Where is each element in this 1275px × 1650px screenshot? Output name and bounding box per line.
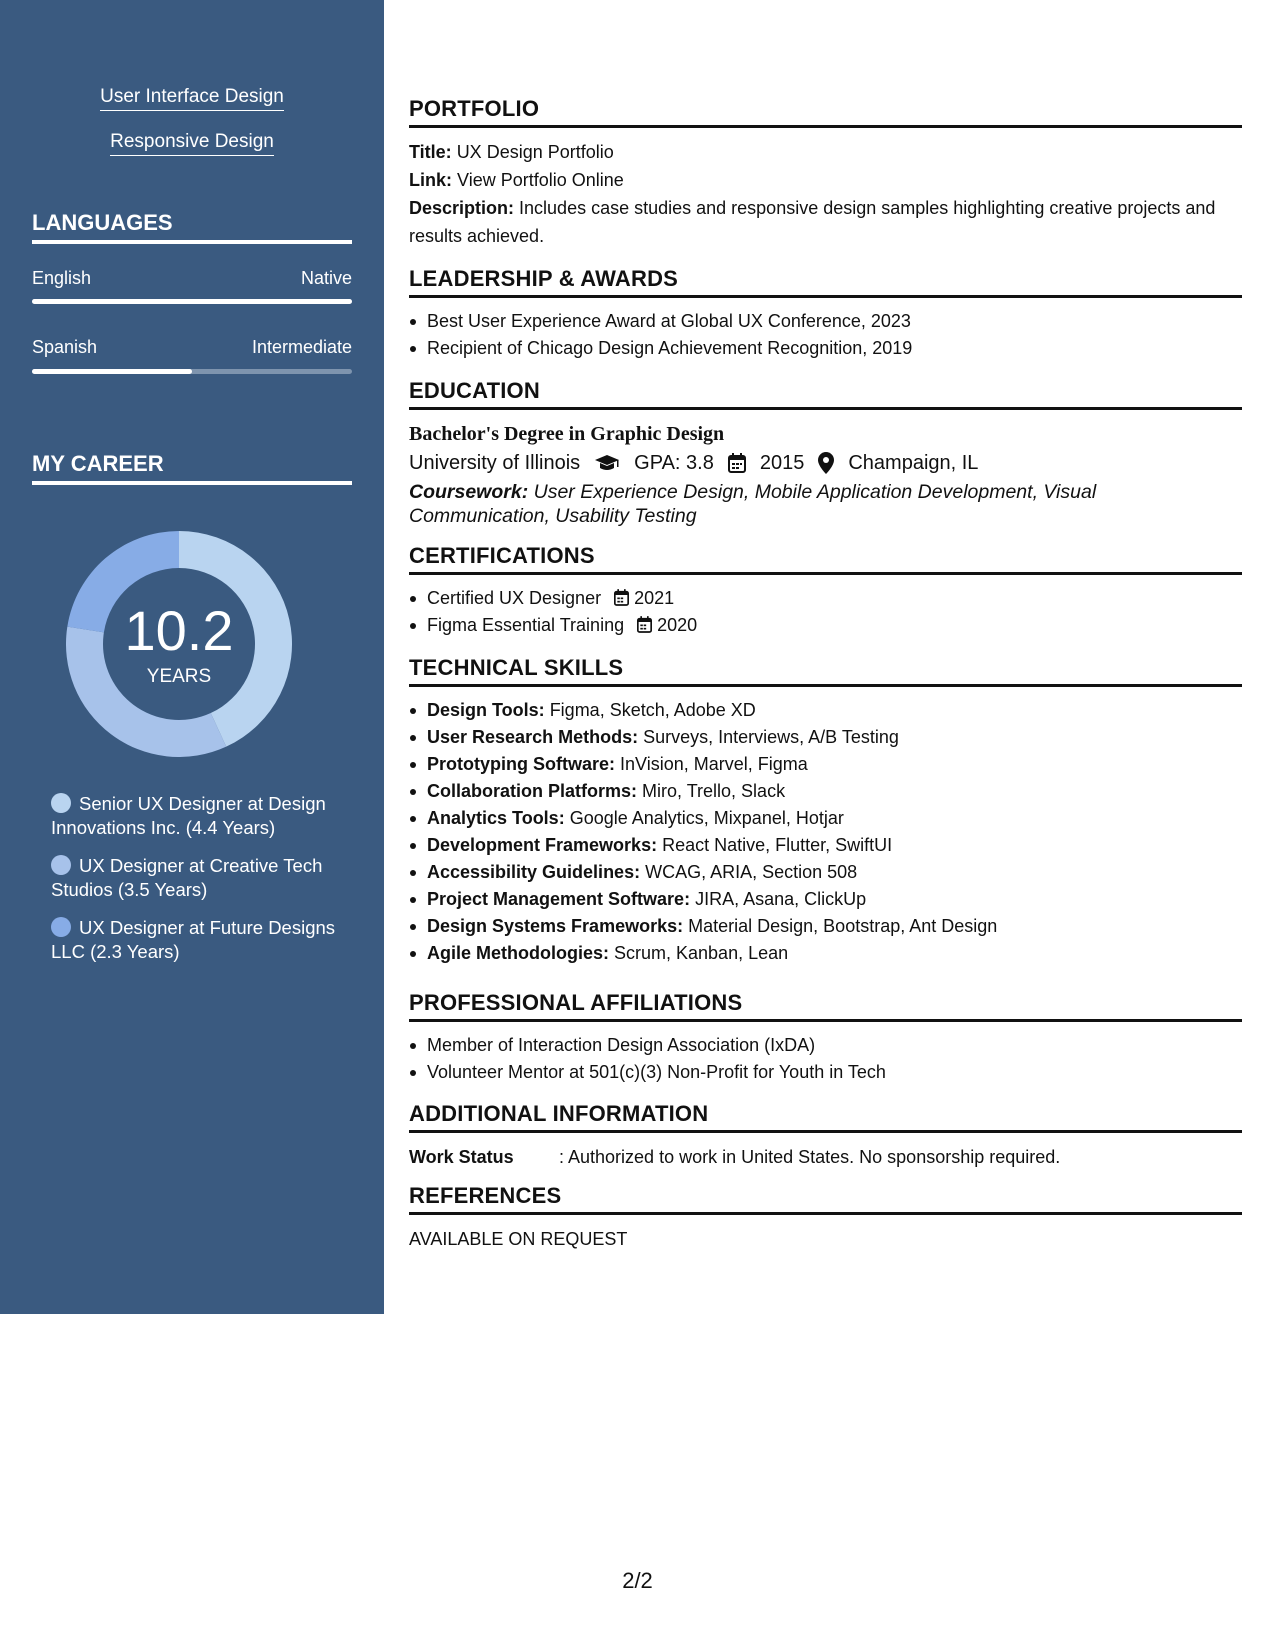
technical-skills-list	[409, 697, 1242, 967]
list-item: Member of Interaction Design Association (IxDA)	[409, 1032, 1242, 1059]
education-year: 2015	[759, 452, 805, 474]
portfolio-link[interactable]: View Portfolio Online	[457, 170, 624, 190]
language-name: Spanish	[32, 337, 98, 357]
career-item-label: UX Designer at Future Designs LLC (2.3 Years)	[51, 917, 336, 962]
work-status-row	[409, 1143, 1242, 1171]
list-item	[409, 859, 1242, 886]
portfolio-title-value: UX Design Portfolio	[456, 142, 614, 162]
education-section	[409, 378, 1242, 528]
leadership-section	[409, 266, 1242, 362]
coursework-value: User Experience Design, Mobile Application Development, Visual Communication, Usability Testing	[409, 481, 1097, 527]
language-bar-spanish	[32, 369, 352, 374]
list-item: Recipient of Chicago Design Achievement Recognition, 2019	[409, 335, 1242, 362]
skill-label: Collaboration Platforms:	[427, 781, 638, 801]
skill-label: Analytics Tools:	[427, 808, 565, 828]
certification-name: Figma Essential Training	[427, 615, 625, 635]
skill-label: Accessibility Guidelines:	[427, 862, 641, 882]
career-total-unit: YEARS	[146, 666, 212, 687]
skill-value: Scrum, Kanban, Lean	[614, 943, 789, 963]
education-gpa: GPA: 3.8	[634, 452, 714, 474]
skill-value: React Native, Flutter, SwiftUI	[662, 835, 893, 855]
skill-label: Design Tools:	[427, 700, 545, 720]
list-item	[409, 940, 1242, 967]
language-bar-english	[32, 299, 352, 304]
career-legend-dot	[51, 917, 71, 937]
education-heading: EDUCATION	[409, 378, 1242, 410]
portfolio-description-label: Description:	[409, 198, 515, 218]
education-location: Champaign, IL	[848, 452, 979, 474]
references-text: AVAILABLE ON REQUEST	[409, 1229, 628, 1249]
page-number: 2/2	[622, 1568, 653, 1593]
skill-value: WCAG, ARIA, Section 508	[645, 862, 858, 882]
technical-skills-heading: TECHNICAL SKILLS	[409, 655, 1242, 687]
skill-links	[0, 86, 384, 176]
language-row-spanish	[32, 337, 352, 358]
career-item	[51, 916, 341, 964]
portfolio-description-line	[409, 194, 1242, 250]
work-status-value: : Authorized to work in United States. No sponsorship required.	[559, 1147, 1061, 1167]
sidebar	[0, 0, 384, 1314]
education-coursework	[409, 480, 1242, 528]
work-status-label: Work Status	[409, 1147, 514, 1167]
career-total-years: 10.2	[124, 599, 234, 662]
list-item	[409, 886, 1242, 913]
coursework-label: Coursework:	[409, 481, 529, 503]
certification-year: 2021	[634, 588, 675, 608]
technical-skills-section	[409, 655, 1242, 967]
list-item	[409, 778, 1242, 805]
additional-info-section	[409, 1101, 1242, 1171]
graduation-cap-icon	[594, 454, 620, 472]
career-item-label: UX Designer at Creative Tech Studios (3.5 Years)	[51, 855, 323, 900]
skill-label: User Research Methods:	[427, 727, 639, 747]
calendar-icon	[614, 589, 629, 606]
leadership-list	[409, 308, 1242, 362]
education-school: University of Illinois	[409, 452, 581, 474]
certifications-heading: CERTIFICATIONS	[409, 543, 1242, 575]
language-bar-fill	[32, 369, 192, 374]
list-item	[409, 612, 1242, 639]
career-legend-dot	[51, 855, 71, 875]
skill-value: Surveys, Interviews, A/B Testing	[643, 727, 899, 747]
portfolio-section	[409, 96, 1242, 250]
portfolio-title-line	[409, 138, 1242, 166]
affiliations-heading: PROFESSIONAL AFFILIATIONS	[409, 990, 1242, 1022]
skill-value: InVision, Marvel, Figma	[620, 754, 808, 774]
skill-value: JIRA, Asana, ClickUp	[695, 889, 867, 909]
skill-label: Prototyping Software:	[427, 754, 615, 774]
list-item	[409, 697, 1242, 724]
portfolio-heading: PORTFOLIO	[409, 96, 1242, 128]
additional-info-heading: ADDITIONAL INFORMATION	[409, 1101, 1242, 1133]
skill-value: Material Design, Bootstrap, Ant Design	[688, 916, 998, 936]
list-item	[409, 724, 1242, 751]
certification-name: Certified UX Designer	[427, 588, 602, 608]
skill-label: Development Frameworks:	[427, 835, 658, 855]
list-item	[409, 585, 1242, 612]
certifications-list	[409, 585, 1242, 639]
language-bar-fill	[32, 299, 352, 304]
affiliations-section	[409, 990, 1242, 1086]
career-item	[51, 792, 341, 840]
skill-value: Figma, Sketch, Adobe XD	[549, 700, 756, 720]
map-pin-icon	[818, 452, 834, 474]
skill-label: Design Systems Frameworks:	[427, 916, 684, 936]
certification-year: 2020	[657, 615, 698, 635]
portfolio-link-line	[409, 166, 1242, 194]
references-section	[409, 1183, 1242, 1253]
skill-value: Miro, Trello, Slack	[642, 781, 786, 801]
skill-value: Google Analytics, Mixpanel, Hotjar	[569, 808, 844, 828]
career-item-label: Senior UX Designer at Design Innovations Inc. (4.4 Years)	[51, 793, 326, 838]
career-list	[51, 792, 341, 978]
portfolio-link-label: Link:	[409, 170, 452, 190]
education-degree: Bachelor's Degree in Graphic Design	[409, 423, 725, 445]
language-level: Native	[300, 268, 352, 288]
affiliations-list	[409, 1032, 1242, 1086]
list-item: Best User Experience Award at Global UX Conference, 2023	[409, 308, 1242, 335]
list-item	[409, 805, 1242, 832]
skill-link-responsive-design[interactable]: Responsive Design	[110, 131, 274, 156]
language-level: Intermediate	[251, 337, 352, 357]
education-meta	[409, 448, 1242, 478]
list-item	[409, 913, 1242, 940]
skill-link-ui-design[interactable]: User Interface Design	[100, 86, 284, 111]
list-item: Volunteer Mentor at 501(c)(3) Non-Profit for Youth in Tech	[409, 1059, 1242, 1086]
portfolio-description-value: Includes case studies and responsive design samples highlighting creative projects and results achieved.	[409, 198, 1216, 246]
career-heading: MY CAREER	[32, 451, 352, 485]
references-heading: REFERENCES	[409, 1183, 1242, 1215]
career-legend-dot	[51, 793, 71, 813]
calendar-icon	[728, 453, 746, 473]
languages-heading: LANGUAGES	[32, 210, 352, 244]
list-item	[409, 751, 1242, 778]
career-donut-center	[66, 531, 292, 757]
language-row-english	[32, 268, 352, 289]
language-name: English	[32, 268, 92, 288]
portfolio-title-label: Title:	[409, 142, 452, 162]
career-item	[51, 854, 341, 902]
leadership-heading: LEADERSHIP & AWARDS	[409, 266, 1242, 298]
calendar-icon	[637, 616, 652, 633]
skill-label: Project Management Software:	[427, 889, 691, 909]
career-donut-chart	[66, 531, 292, 757]
skill-label: Agile Methodologies:	[427, 943, 609, 963]
list-item	[409, 832, 1242, 859]
certifications-section	[409, 543, 1242, 639]
